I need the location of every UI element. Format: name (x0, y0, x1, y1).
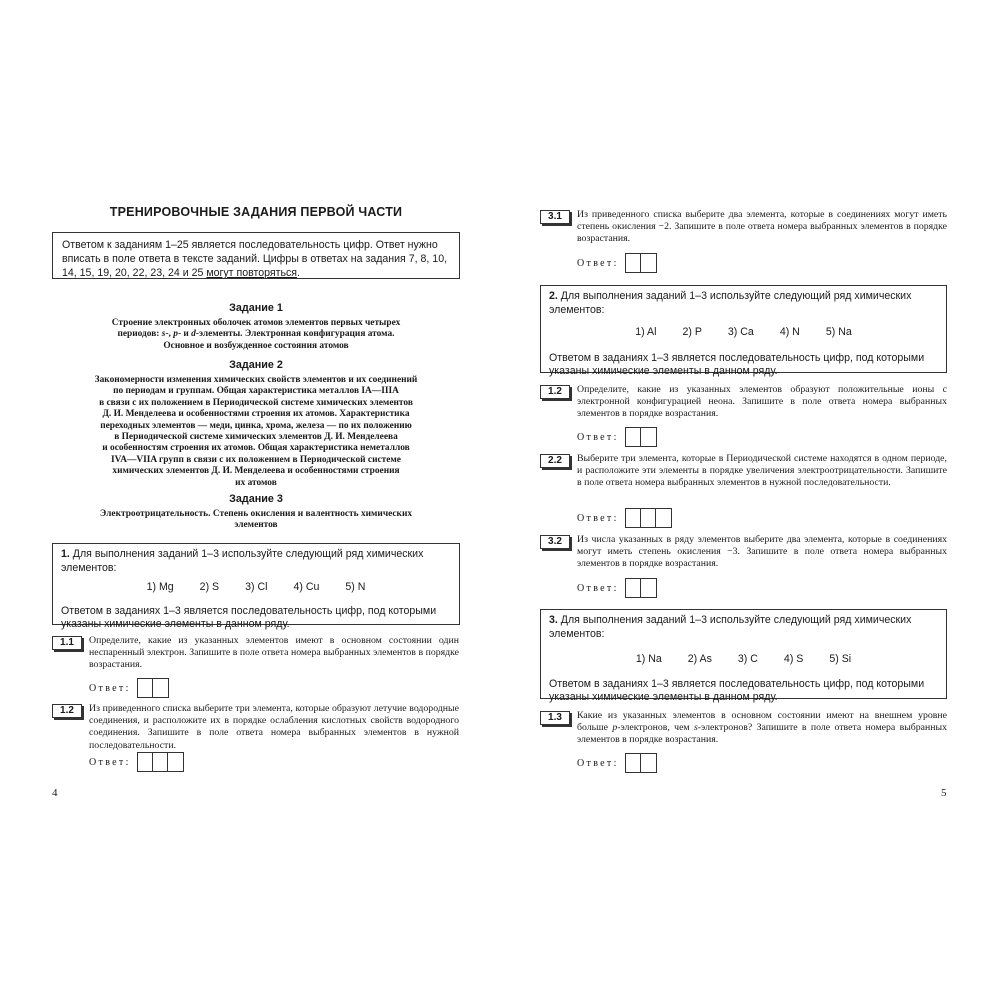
answer-label: Ответ: (577, 512, 619, 524)
answer-cells (625, 578, 657, 598)
answer-cell[interactable] (168, 753, 183, 771)
element-item: 2) P (682, 326, 702, 338)
zadanie-2-line: Д. И. Менделеева и особенностями строения их атомов. Характеристика (102, 409, 410, 420)
task-number-badge: 1.1 (52, 636, 82, 650)
answer-cells (625, 253, 657, 273)
answer-cell[interactable] (641, 579, 656, 597)
answer-cell[interactable] (656, 509, 671, 527)
element-item: 3) Ca (727, 326, 754, 338)
question-1-box (52, 543, 460, 630)
right-page (500, 0, 1000, 1000)
answer-label: Ответ: (577, 582, 619, 594)
answer-cell[interactable] (138, 753, 153, 771)
zadanie-2-line: IVA—VIIA групп в связи с их положением в Периодической системе (111, 454, 401, 465)
zadanie-1-title: Задание 1 (229, 302, 283, 314)
instructions-box (52, 232, 460, 279)
answer-cell[interactable] (641, 428, 656, 446)
answer-cell[interactable] (626, 754, 641, 772)
zadanie-1-description (52, 318, 460, 352)
element-item: 3) C (737, 653, 758, 665)
zadanie-2-line: Закономерности изменения химических свойств элементов и их соединений (94, 375, 418, 385)
answer-cells (137, 678, 169, 698)
answer-cell[interactable] (626, 428, 641, 446)
answer-cell[interactable] (153, 679, 168, 697)
zadanie-2-line: в Периодической системе химических элементов Д. И. Менделеева (114, 432, 398, 443)
answer-field (577, 253, 657, 273)
zadanie-2-line: и особенностям строения их атомов. Общая характеристика неметаллов (102, 443, 410, 454)
question-1-intro: 1. Для выполнения заданий 1–3 используйте следующий ряд химических элементов: (61, 548, 424, 574)
zadanie-2-line: их атомов (235, 477, 277, 488)
answer-cell[interactable] (626, 254, 641, 272)
task-1-1 (52, 635, 462, 697)
element-item: 1) Na (635, 653, 662, 665)
answer-cells (625, 508, 672, 528)
task-text: Какие из указанных элементов в основном состоянии имеют на внешнем уровне больше p-электронов, чем s-электронов? Запишите в поле ответа номера выбранных элементов в порядке возрастания. (577, 710, 947, 746)
instructions-underlined: могут повторяться (206, 267, 298, 279)
question-1-footer: Ответом в заданиях 1–3 является последовательность цифр, под которыми указаны химические элементы в данном ряду. (61, 604, 437, 630)
question-3-intro: 3. Для выполнения заданий 1–3 используйте следующий ряд химических элементов: (549, 614, 912, 640)
task-number-badge: 3.2 (540, 535, 570, 549)
zadanie-3-line: Электроотрицательность. Степень окисления и валентность химических (99, 509, 413, 519)
task-number-badge: 1.2 (540, 385, 570, 399)
instructions-text: Ответом к заданиям 1–25 является последовательность цифр. Ответ нужно вписать в поле ответа в тексте заданий. Цифры в ответах на задания 7, 8, 10, 14, 15, 19, 20, 22, 23, 24 и 25 (62, 239, 448, 279)
answer-label: Ответ: (89, 756, 131, 768)
task-text: Из числа указанных в ряду элементов выберите два элемента, которые в соединениях могут иметь степень окисления −3. Запишите в поле ответа номера выбранных элементов в порядке возрастания. (577, 534, 947, 570)
answer-label: Ответ: (577, 757, 619, 769)
question-2-box (540, 285, 947, 377)
answer-label: Ответ: (577, 257, 619, 269)
zadanie-3-title: Задание 3 (229, 493, 283, 505)
task-number-badge: 1.3 (540, 711, 570, 725)
zadanie-2-line: по периодам и группам. Общая характеристика металлов IA—IIIA (113, 386, 399, 397)
zadanie-1-line: периодов: s-, p- и d-элементы. Электронная конфигурация атома. (117, 329, 395, 340)
answer-cells (137, 752, 184, 772)
question-3-footer: Ответом в заданиях 1–3 является последовательность цифр, под которыми указаны химические элементы в данном ряду. (549, 677, 925, 703)
answer-field (577, 427, 657, 447)
zadanie-3-line: элементов (234, 520, 278, 531)
element-item: 2) S (199, 581, 220, 593)
question-2-intro: 2. Для выполнения заданий 1–3 используйте следующий ряд химических элементов: (549, 290, 912, 316)
answer-cell[interactable] (626, 509, 641, 527)
zadanie-2-title: Задание 2 (229, 359, 283, 371)
element-item: 5) N (345, 581, 366, 593)
element-item: 1) Al (635, 326, 657, 338)
answer-cell[interactable] (138, 679, 153, 697)
instructions-end: . (297, 267, 300, 279)
element-item: 4) N (779, 326, 800, 338)
question-3-box (540, 609, 947, 703)
answer-cell[interactable] (641, 509, 656, 527)
task-text: Из приведенного списка выберите три элемента, которые образуют летучие водородные соединения, и расположите их в порядке ослабления кислотных свойств водородного соединения. Запишите в поле ответа номера выбранных элементов в нужной последовательности. (89, 703, 459, 751)
answer-field (577, 578, 657, 598)
answer-field (89, 752, 184, 772)
task-text: Определите, какие из указанных элементов имеют в основном состоянии один неспаренный электрон. Запишите в поле ответа номера выбранных элементов в порядке возрастания. (89, 635, 459, 671)
question-2-elements (549, 326, 938, 340)
task-1-3 (540, 710, 950, 774)
zadanie-3-description (52, 509, 460, 532)
page-number: 5 (941, 787, 947, 799)
element-item: 4) Cu (293, 581, 320, 593)
element-item: 1) Mg (146, 581, 174, 593)
answer-cell[interactable] (641, 754, 656, 772)
element-item: 5) Na (825, 326, 852, 338)
task-text: Из приведенного списка выберите два элемента, которые в соединениях могут иметь степень окисления −2. Запишите в поле ответа номера выбранных элементов в порядке возрастания. (577, 209, 947, 245)
answer-field (89, 678, 169, 698)
answer-cell[interactable] (153, 753, 168, 771)
task-3-2 (540, 534, 950, 597)
answer-cells (625, 427, 657, 447)
zadanie-1-line: Основное и возбужденное состояния атомов (163, 340, 349, 351)
task-text: Выберите три элемента, которые в Периодической системе находятся в одном периоде, и расположите эти элементы в порядке увеличения электроотрицательности. Запишите в поле ответа номера выбранных элементов в нужной последовательности. (577, 453, 947, 489)
page-title: ТРЕНИРОВОЧНЫЕ ЗАДАНИЯ ПЕРВОЙ ЧАСТИ (109, 205, 403, 219)
element-item: 4) S (783, 653, 804, 665)
task-3-1 (540, 209, 950, 274)
page-number: 4 (52, 787, 58, 799)
zadanie-2-line: переходных элементов — меди, цинка, хрома, железа — по их положению (100, 420, 412, 431)
answer-field (577, 753, 657, 773)
question-3-elements (549, 653, 938, 667)
answer-label: Ответ: (577, 431, 619, 443)
element-item: 3) Cl (245, 581, 268, 593)
answer-label: Ответ: (89, 682, 131, 694)
task-1-2 (52, 703, 462, 775)
question-1-elements (61, 581, 451, 595)
element-item: 5) Si (829, 653, 852, 665)
task-number-badge: 2.2 (540, 454, 570, 468)
element-item: 2) As (687, 653, 712, 665)
question-2-footer: Ответом в заданиях 1–3 является последовательность цифр, под которыми указаны химические элементы в данном ряду. (549, 351, 925, 377)
task-text: Определите, какие из указанных элементов образуют положительные ионы с электронной конфигурацией неона. Запишите в поле ответа номера выбранных элементов в порядке возрастания. (577, 384, 947, 420)
task-2-2 (540, 453, 950, 527)
answer-field (577, 508, 672, 528)
task-number-badge: 3.1 (540, 210, 570, 224)
task-1-2-right (540, 384, 950, 447)
zadanie-1-line: Строение электронных оболочек атомов элементов первых четырех (111, 318, 401, 328)
answer-cell[interactable] (641, 254, 656, 272)
answer-cell[interactable] (626, 579, 641, 597)
zadanie-2-line: химических элементов Д. И. Менделеева и особенностями строения (112, 466, 400, 477)
answer-cells (625, 753, 657, 773)
zadanie-2-description (52, 375, 460, 489)
task-number-badge: 1.2 (52, 704, 82, 718)
zadanie-2-line: в связи с их положением в Периодической системе химических элементов (99, 397, 413, 408)
